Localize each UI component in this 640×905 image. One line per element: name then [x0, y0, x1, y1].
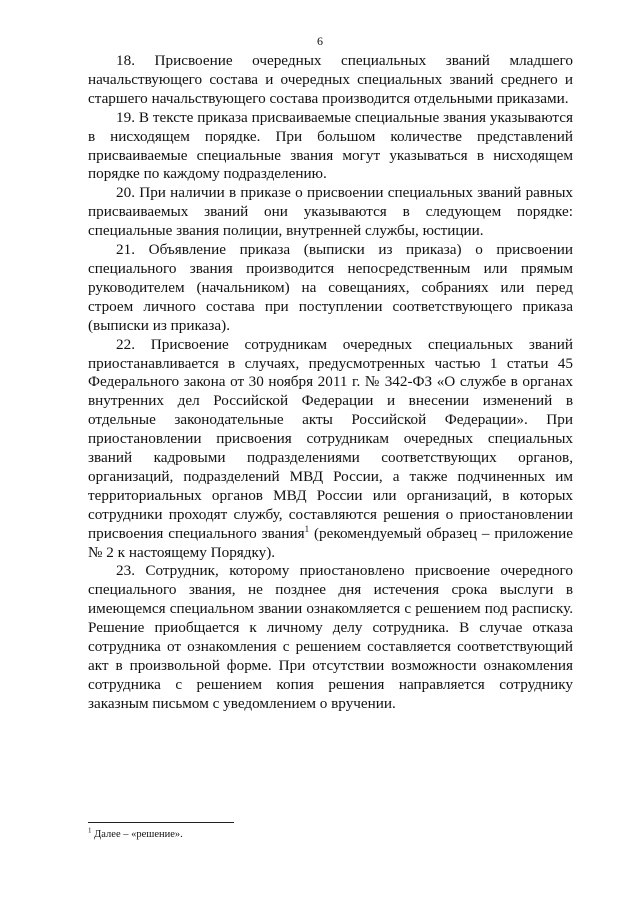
paragraph-23: 23. Сотрудник, которому приостановлено присвоение очередного специального звания, не позднее дня истечения срока выслуги в имеющемся специальном звании ознакомляется с решением под расписку. Решение приобщается к личному делу сотрудника. В случае отказа сотрудника от ознакомления с решением составляется соответствующий акт в произвольной форме. При отсутствии возможности ознакомления сотрудника с решением копия решения направляется сотруднику заказным письмом с уведомлением о вручении.	[88, 562, 573, 712]
paragraph-22-text-end: (рекомендуемый образец – приложение № 2 к настоящему Порядку).	[88, 524, 573, 561]
footnote-reference: 1	[304, 523, 310, 534]
paragraph-22	[88, 336, 573, 563]
footnote-divider	[88, 822, 234, 823]
page-number: 6	[317, 34, 323, 48]
paragraph-20: 20. При наличии в приказе о присвоении специальных званий равных присваиваемых званий они указываются в следующем порядке: специальные звания полиции, внутренней службы, юстиции.	[88, 184, 573, 240]
document-body	[88, 52, 573, 714]
paragraph-22-text: 22. Присвоение сотрудникам очередных специальных званий приостанавливается в случаях, предусмотренных частью 1 статьи 45 Федерального закона от 30 ноября 2011 г. № 342-ФЗ «О службе в органах внутренних дел Российской Федерации и внесении изменений в отдельные законодательные акты Российской Федерации». При приостановлении присвоения сотрудникам очередных специальных званий кадровыми подразделениями соответствующих органов, организаций, подразделений МВД России, а также подчиненных им территориальных органов МВД России или организаций, в которых сотрудники проходят службу, составляются решения о приостановлении присвоения специального звания	[88, 335, 573, 542]
footnote	[88, 828, 573, 841]
paragraph-18: 18. Присвоение очередных специальных званий младшего начальствующего состава и очередных специальных званий среднего и старшего начальствующего состава производится отдельными приказами.	[88, 52, 573, 107]
paragraph-21: 21. Объявление приказа (выписки из приказа) о присвоении специального звания производится непосредственным или прямым руководителем (начальником) на совещаниях, собраниях или перед строем личного состава при поступлении соответствующего приказа (выписки из приказа).	[88, 241, 573, 334]
footnote-mark: 1	[88, 826, 92, 835]
paragraph-19: 19. В тексте приказа присваиваемые специальные звания указываются в нисходящем порядке. При большом количестве представлений присваиваемые специальные звания могут указываться в нисходящем порядке по каждому подразделению.	[88, 108, 573, 183]
footnote-text: Далее – «решение».	[91, 829, 183, 840]
